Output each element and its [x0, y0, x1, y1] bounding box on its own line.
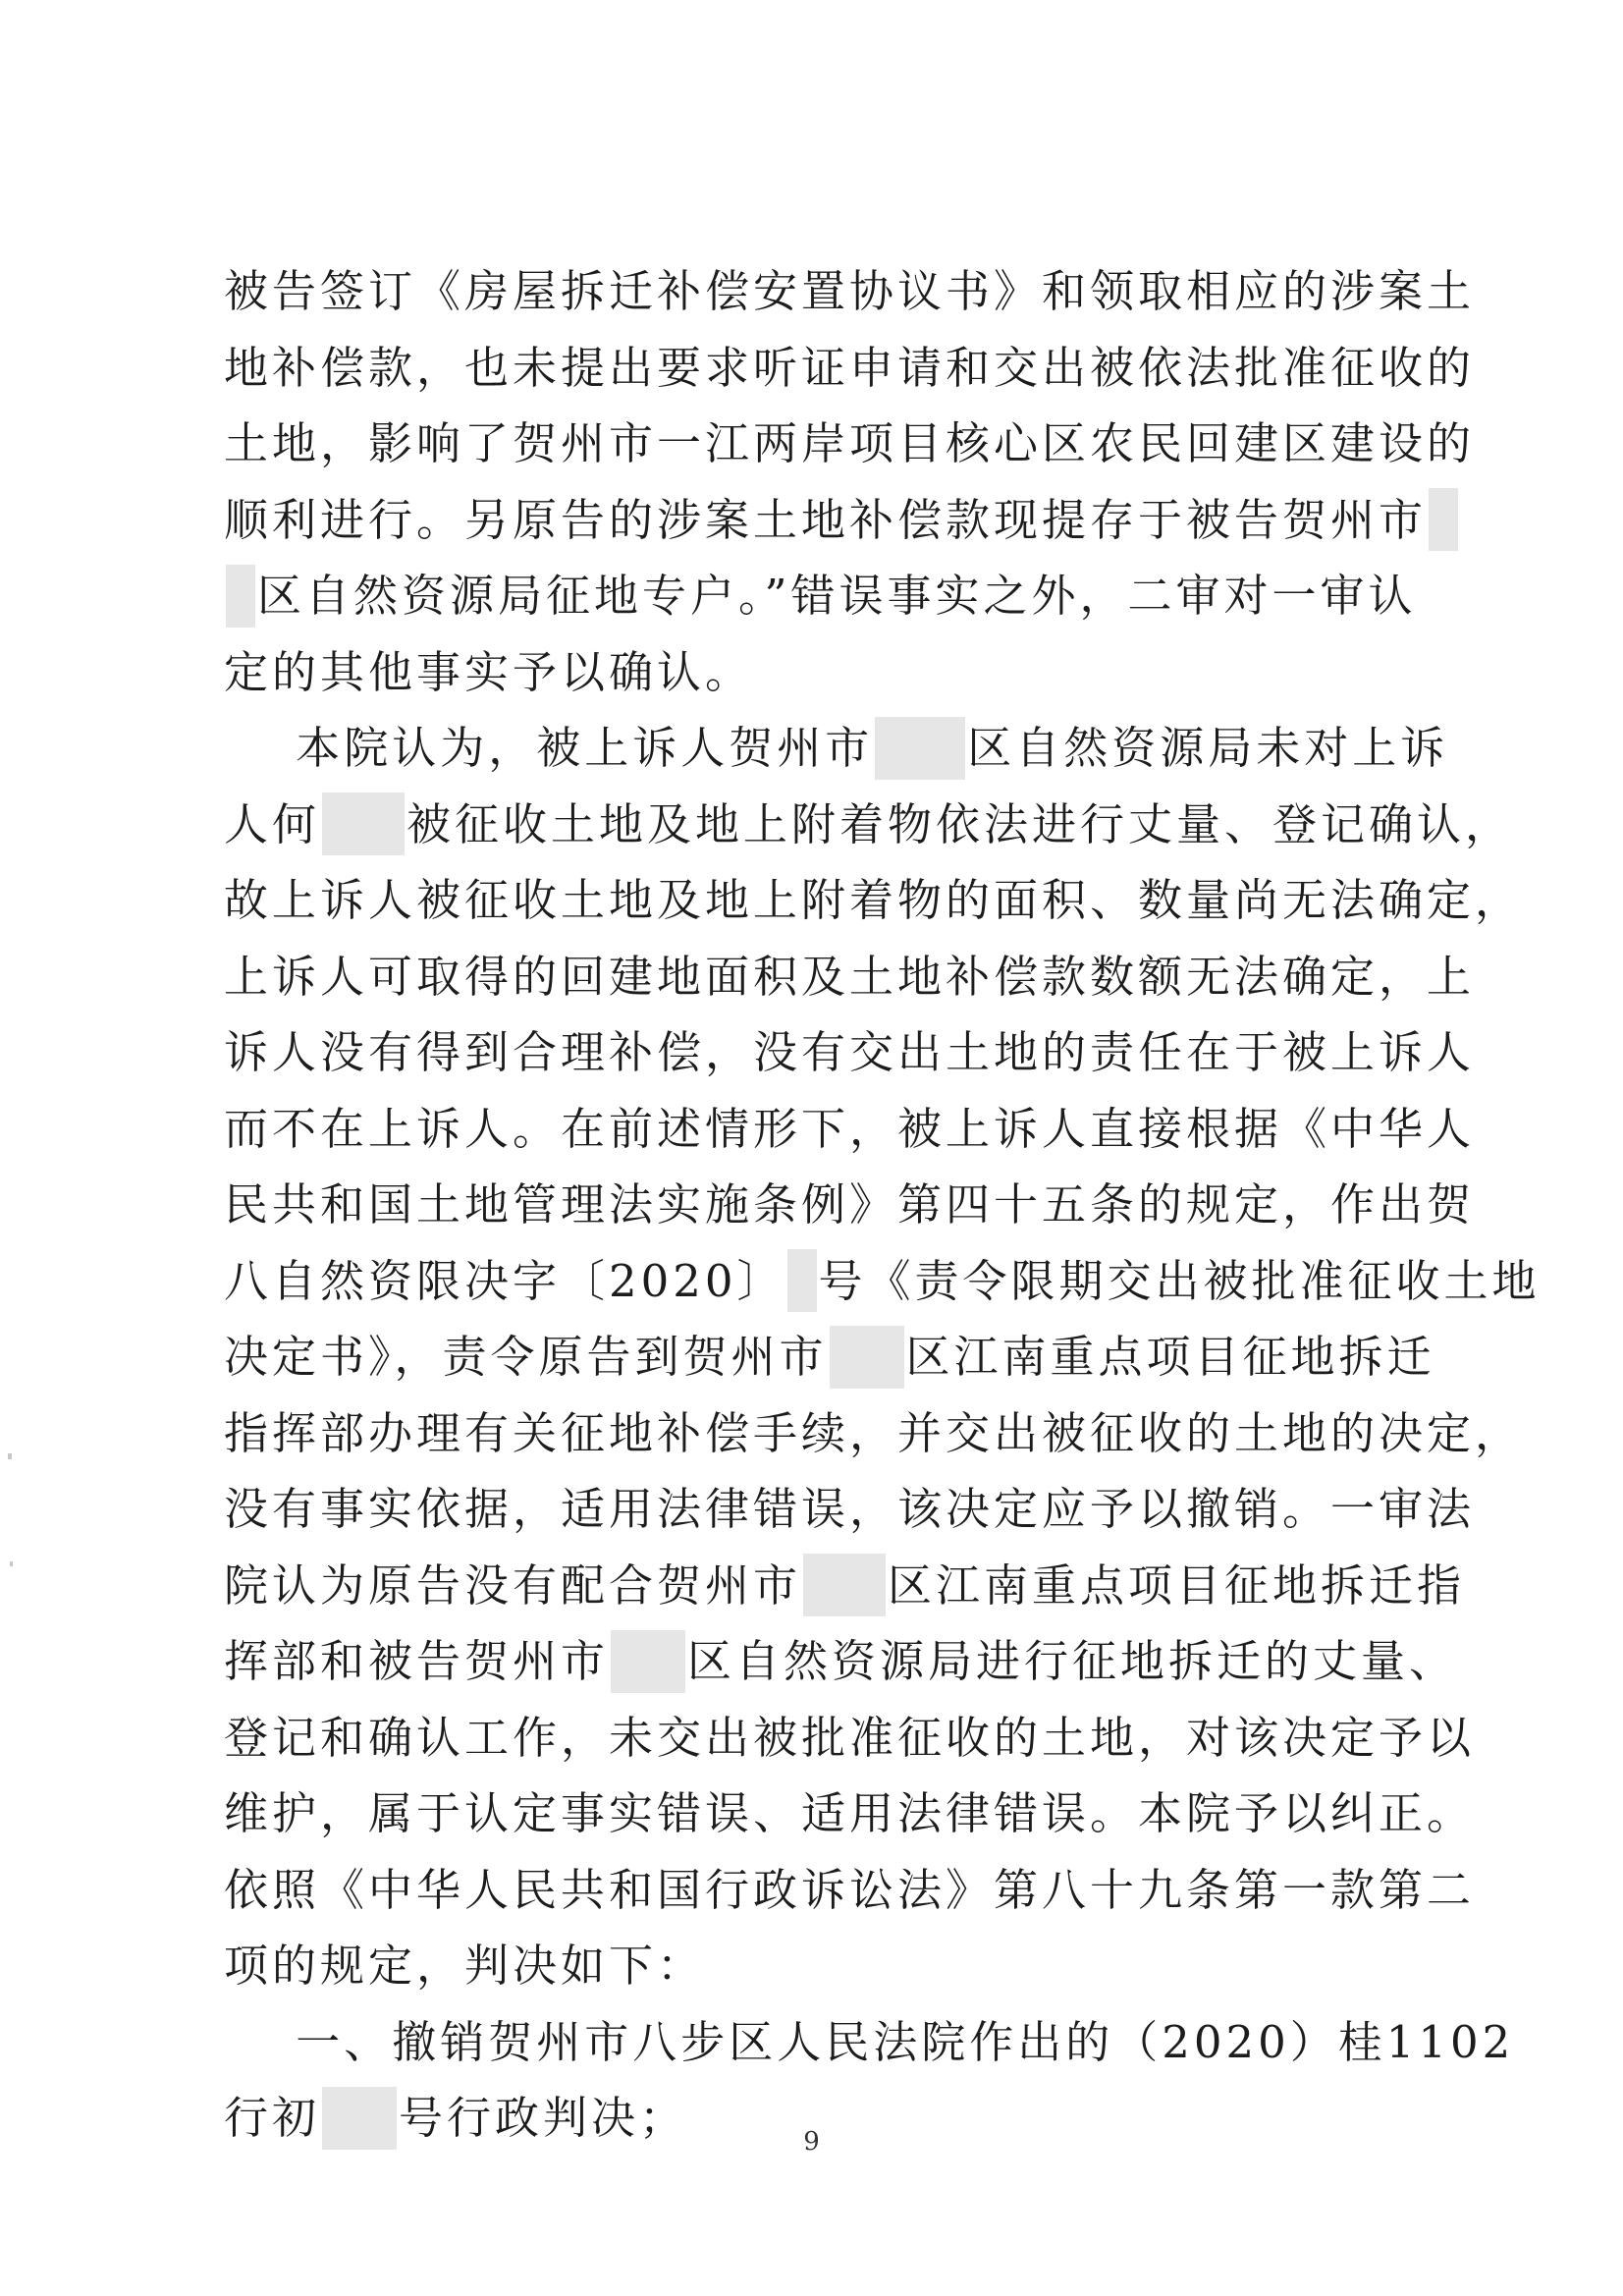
- text-segment: 故上诉人被征收土地及地上附着物的面积、数量尚无法确定，: [224, 874, 1524, 926]
- text-segment: 院认为原告没有配合贺州市: [224, 1558, 802, 1612]
- text-line: [224, 558, 1417, 634]
- text-segment: 挥部和被告贺州市: [224, 1635, 610, 1687]
- scan-speck: [8, 1453, 12, 1459]
- judgment-text: [224, 253, 1541, 2157]
- text-line: [224, 1091, 1476, 1168]
- text-line: [224, 1548, 1466, 1624]
- text-segment: 一、撤销贺州市八步区人民法院作出的（2020）桂1102: [224, 2015, 1515, 2068]
- text-segment: 项的规定，判决如下：: [224, 1940, 706, 1992]
- text-segment: 而不在上诉人。在前述情形下，被上诉人直接根据《中华人: [224, 1102, 1476, 1155]
- redaction-block: [1429, 488, 1458, 551]
- text-line: [224, 634, 1402, 711]
- text-segment: 定的其他事实予以确认。: [224, 645, 754, 698]
- text-segment: 没有事实依据，适用法律错误，该决定应予以撤销。一审法: [224, 1483, 1476, 1535]
- page-number: 9: [803, 2127, 820, 2157]
- redaction-block: [322, 793, 405, 855]
- text-segment: 土地，影响了贺州市一江两岸项目核心区农民回建区建设的: [224, 417, 1476, 469]
- redaction-block: [803, 1554, 886, 1616]
- text-segment: 诉人没有得到合理补偿，没有交出土地的责任在于被上诉人: [224, 1026, 1476, 1078]
- text-segment: 区自然资源局未对上诉: [967, 722, 1449, 774]
- redaction-block: [787, 1249, 817, 1312]
- text-line: [224, 2004, 1515, 2081]
- text-segment: 区江南重点项目征地拆迁指: [888, 1558, 1466, 1612]
- text-segment: 行初: [224, 2092, 321, 2144]
- text-segment: 民共和国土地管理法实施条例》第四十五条的规定，作出贺: [224, 1178, 1476, 1230]
- text-line: [224, 330, 1476, 407]
- text-line: [224, 1928, 1402, 2004]
- text-segment: 被征收土地及地上附着物依法进行丈量、登记确认，: [406, 797, 1514, 850]
- text-line: [224, 1623, 1458, 1700]
- text-line: [224, 1319, 1435, 1395]
- text-segment: 本院认为，被上诉人贺州市: [224, 722, 874, 774]
- text-line: [224, 1852, 1476, 1929]
- redaction-block: [875, 717, 965, 780]
- text-segment: 区自然资源局征地专户。”错误事实之外，二审对一审认: [257, 570, 1417, 622]
- text-segment: 依照《中华人民共和国行政诉讼法》第八十九条第一款第二: [224, 1863, 1476, 1916]
- text-line: [224, 1243, 1541, 1320]
- text-line: [224, 406, 1476, 482]
- text-line: [224, 710, 1449, 787]
- text-segment: 维护，属于认定事实错误、适用法律错误。本院予以纠正。: [224, 1787, 1476, 1839]
- text-segment: 地补偿款，也未提出要求听证申请和交出被依法批准征收的: [224, 341, 1476, 394]
- text-segment: 决定书》，责令原告到贺州市: [224, 1331, 828, 1383]
- redaction-block: [830, 1326, 904, 1389]
- redaction-block: [226, 565, 255, 628]
- redaction-block: [611, 1630, 685, 1693]
- text-segment: 被告签订《房屋拆迁补偿安置协议书》和领取相应的涉案土: [224, 265, 1476, 317]
- scan-speck: [10, 1561, 13, 1566]
- text-segment: 登记和确认工作，未交出被批准征收的土地，对该决定予以: [224, 1711, 1476, 1764]
- text-segment: 区自然资源局进行征地拆迁的丈量、: [687, 1635, 1458, 1687]
- text-segment: 号《责令限期交出被批准征收土地: [818, 1254, 1541, 1307]
- text-line: [224, 482, 1428, 559]
- text-line: [224, 1167, 1476, 1243]
- text-segment: 人何: [224, 797, 321, 850]
- text-line: [224, 1776, 1476, 1852]
- text-line: [224, 1014, 1476, 1091]
- text-line: [224, 787, 1514, 863]
- text-line: [224, 253, 1476, 330]
- text-segment: 八自然资限决字〔2020〕: [224, 1254, 785, 1307]
- text-segment: 顺利进行。另原告的涉案土地补偿款现提存于被告贺州市: [224, 493, 1428, 546]
- text-segment: 号行政判决；: [399, 2092, 688, 2144]
- text-line: [224, 939, 1476, 1015]
- text-line: [224, 1700, 1476, 1777]
- text-line: [224, 862, 1524, 939]
- text-line: [224, 1395, 1524, 1472]
- text-line: [224, 1471, 1476, 1548]
- text-segment: 区江南重点项目征地拆迁: [905, 1331, 1435, 1383]
- text-segment: 上诉人可取得的回建地面积及土地补偿款数额无法确定，上: [224, 950, 1476, 1003]
- text-segment: 指挥部办理有关征地补偿手续，并交出被征收的土地的决定，: [224, 1406, 1524, 1459]
